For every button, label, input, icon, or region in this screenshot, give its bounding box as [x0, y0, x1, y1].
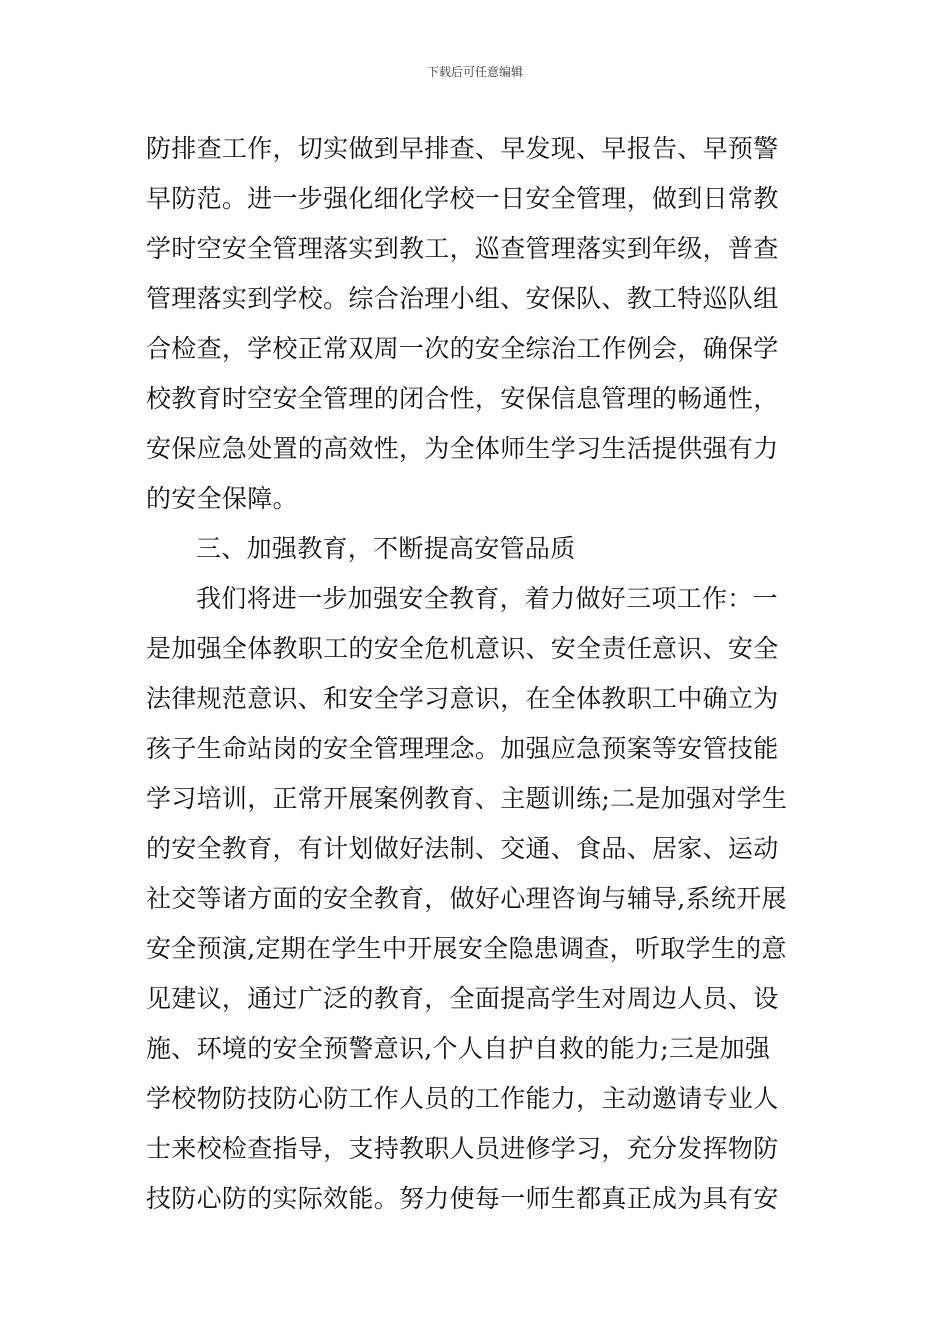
- text-line-1: 防排查工作，切实做到早排查、早发现、早报告、早预警: [146, 134, 779, 163]
- text-line-14: 学习培训，正常开展案例教育、主题训练;二是加强对学生: [146, 784, 788, 813]
- text-line-7: 安保应急处置的高效性，为全体师生学习生活提供强有力: [146, 434, 779, 463]
- section-heading: 三、加强教育，不断提高安管品质: [196, 534, 576, 563]
- text-line-15: 的安全教育，有计划做好法制、交通、食品、居家、运动: [146, 834, 779, 863]
- text-line-16: 社交等诸方面的安全教育，做好心理咨询与辅导,系统开展: [146, 884, 787, 913]
- text-line-2: 早防范。进一步强化细化学校一日安全管理，做到日常教: [146, 184, 779, 213]
- text-line-20: 学校物防技防心防工作人员的工作能力，主动邀请专业人: [146, 1084, 779, 1113]
- text-line-11: 是加强全体教职工的安全危机意识、安全责任意识、安全: [146, 634, 779, 663]
- text-line-13: 孩子生命站岗的安全管理理念。加强应急预案等安管技能: [146, 734, 779, 763]
- text-line-22: 技防心防的实际效能。努力使每一师生都真正成为具有安: [146, 1184, 779, 1213]
- text-line-5: 合检查，学校正常双周一次的安全综治工作例会，确保学: [146, 334, 779, 363]
- text-line-17: 安全预演,定期在学生中开展安全隐患调查，听取学生的意: [146, 934, 787, 963]
- text-line-6: 校教育时空安全管理的闭合性，安保信息管理的畅通性，: [146, 384, 779, 413]
- text-line-19: 施、环境的安全预警意识,个人自护自救的能力;三是加强: [146, 1034, 771, 1063]
- text-line-4: 管理落实到学校。综合治理小组、安保队、教工特巡队组: [146, 284, 779, 313]
- text-line-3: 学时空安全管理落实到教工，巡查管理落实到年级，普查: [146, 234, 779, 263]
- text-line-10: 我们将进一步加强安全教育，着力做好三项工作：一: [196, 584, 778, 613]
- text-line-8: 的安全保障。: [146, 484, 298, 513]
- text-line-18: 见建议，通过广泛的教育，全面提高学生对周边人员、设: [146, 984, 779, 1013]
- text-line-21: 士来校检查指导，支持教职人员进修学习，充分发挥物防: [146, 1134, 779, 1163]
- page-header: 下载后可任意编辑: [426, 65, 523, 79]
- text-line-12: 法律规范意识、和安全学习意识，在全体教职工中确立为: [146, 684, 779, 713]
